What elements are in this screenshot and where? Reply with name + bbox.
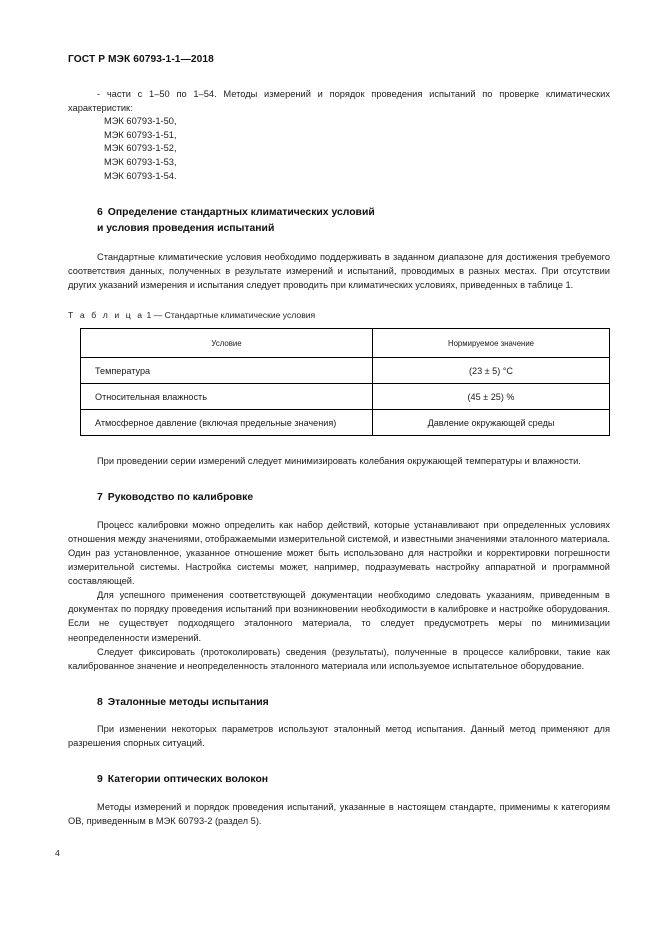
cell-condition: Атмосферное давление (включая предельные значения) bbox=[81, 410, 373, 436]
cell-value: (45 ± 25) % bbox=[373, 384, 610, 410]
section6-paragraph: Стандартные климатические условия необходимо поддерживать в заданном диапазоне для достижения требуемого соответствия данных, полученных в результате измерений и испытаний, проводимых в разных местах. При отсутствии других указаний измерения и испытания следует проводить при климатических условиях, приведенных в таблице 1. bbox=[68, 251, 610, 291]
cell-value: (23 ± 5) °C bbox=[373, 358, 610, 384]
section-title-line2: и условия проведения испытаний bbox=[97, 222, 275, 234]
table-row bbox=[81, 358, 610, 384]
column-header-condition: Условие bbox=[81, 329, 373, 358]
section-title: Эталонные методы испытания bbox=[107, 696, 269, 708]
section6-after-table-paragraph: При проведении серии измерений следует минимизировать колебания окружающей температуры и влажности. bbox=[97, 456, 581, 467]
section-title: Руководство по калибровке bbox=[107, 492, 254, 504]
section-number: 7 bbox=[97, 492, 103, 504]
page-content bbox=[68, 54, 610, 828]
table-caption-number: 1 bbox=[146, 310, 152, 321]
section7-paragraph-1: Процесс калибровки можно определить как набор действий, которые устанавливают при определенных условиях отношения между значениями, отображаемыми измерительной системой, и известными значениями эталонного материала. Один раз установленное, указанное отношение может быть использовано для настройки и корректировки погрешности измерительной системы. Настройка системы может, например, подразумевать настройку аппаратной и программной составляющей. bbox=[68, 519, 610, 587]
section8-paragraph: При изменении некоторых параметров используют эталонный метод испытания. Данный метод применяют для разрешения спорных ситуаций. bbox=[68, 724, 610, 749]
list-item: МЭК 60793-1-51, bbox=[104, 129, 177, 140]
standard-conditions-table bbox=[80, 328, 610, 436]
cell-condition: Относительная влажность bbox=[81, 384, 373, 410]
section7-paragraph-2: Для успешного применения соответствующей документации необходимо следовать указаниям, приведенным в документах по порядку проведения испытаний при возникновении необходимости в калибровке и настройке оборудования. Если не существует подходящего эталонного материала, то следует предусмотреть меры по минимизации неопределенности измерений. bbox=[68, 590, 610, 643]
cell-value: Давление окружающей среды bbox=[373, 410, 610, 436]
section9-paragraph: Методы измерений и порядок проведения испытаний, указанные в настоящем стандарте, применимы к категориям ОВ, приведенным в МЭК 60793-2 (раздел 5). bbox=[68, 801, 610, 826]
section-number: 9 bbox=[97, 774, 103, 786]
table-row bbox=[81, 410, 610, 436]
section-number: 6 bbox=[97, 207, 103, 219]
list-item: МЭК 60793-1-54. bbox=[104, 170, 177, 181]
column-header-value: Нормируемое значение bbox=[373, 329, 610, 358]
table-caption bbox=[68, 310, 610, 320]
section7-paragraph-3: Следует фиксировать (протоколировать) сведения (результаты), полученные в процессе калибровки, такие как калиброванное значение и неопределенность эталонного материала или используемое испытательное оборудование. bbox=[68, 646, 610, 671]
list-item: МЭК 60793-1-52, bbox=[104, 143, 177, 154]
section-title-line1: Определение стандартных климатических условий bbox=[107, 207, 375, 219]
table-caption-title: Стандартные климатические условия bbox=[164, 310, 316, 321]
section-number: 8 bbox=[97, 696, 103, 708]
section-heading-6 bbox=[97, 205, 610, 236]
dash-list-item: - части с 1–50 по 1–54. Методы измерений и порядок проведения испытаний по проверке климатических характеристик: bbox=[68, 89, 610, 114]
table-row bbox=[81, 384, 610, 410]
table-caption-dash: — bbox=[153, 310, 163, 321]
standards-list bbox=[68, 115, 610, 183]
section-heading-7 bbox=[97, 490, 610, 505]
section-heading-8 bbox=[97, 695, 610, 710]
table-header-row bbox=[81, 329, 610, 358]
page-number: 4 bbox=[55, 848, 60, 858]
document-header: ГОСТ Р МЭК 60793-1-1—2018 bbox=[68, 54, 214, 65]
list-item: МЭК 60793-1-53, bbox=[104, 156, 177, 167]
section-heading-9 bbox=[97, 772, 610, 787]
section-title: Категории оптических волокон bbox=[107, 774, 269, 786]
list-item: МЭК 60793-1-50, bbox=[104, 116, 177, 127]
cell-condition: Температура bbox=[81, 358, 373, 384]
table-caption-label: Т а б л и ц а bbox=[68, 310, 145, 321]
